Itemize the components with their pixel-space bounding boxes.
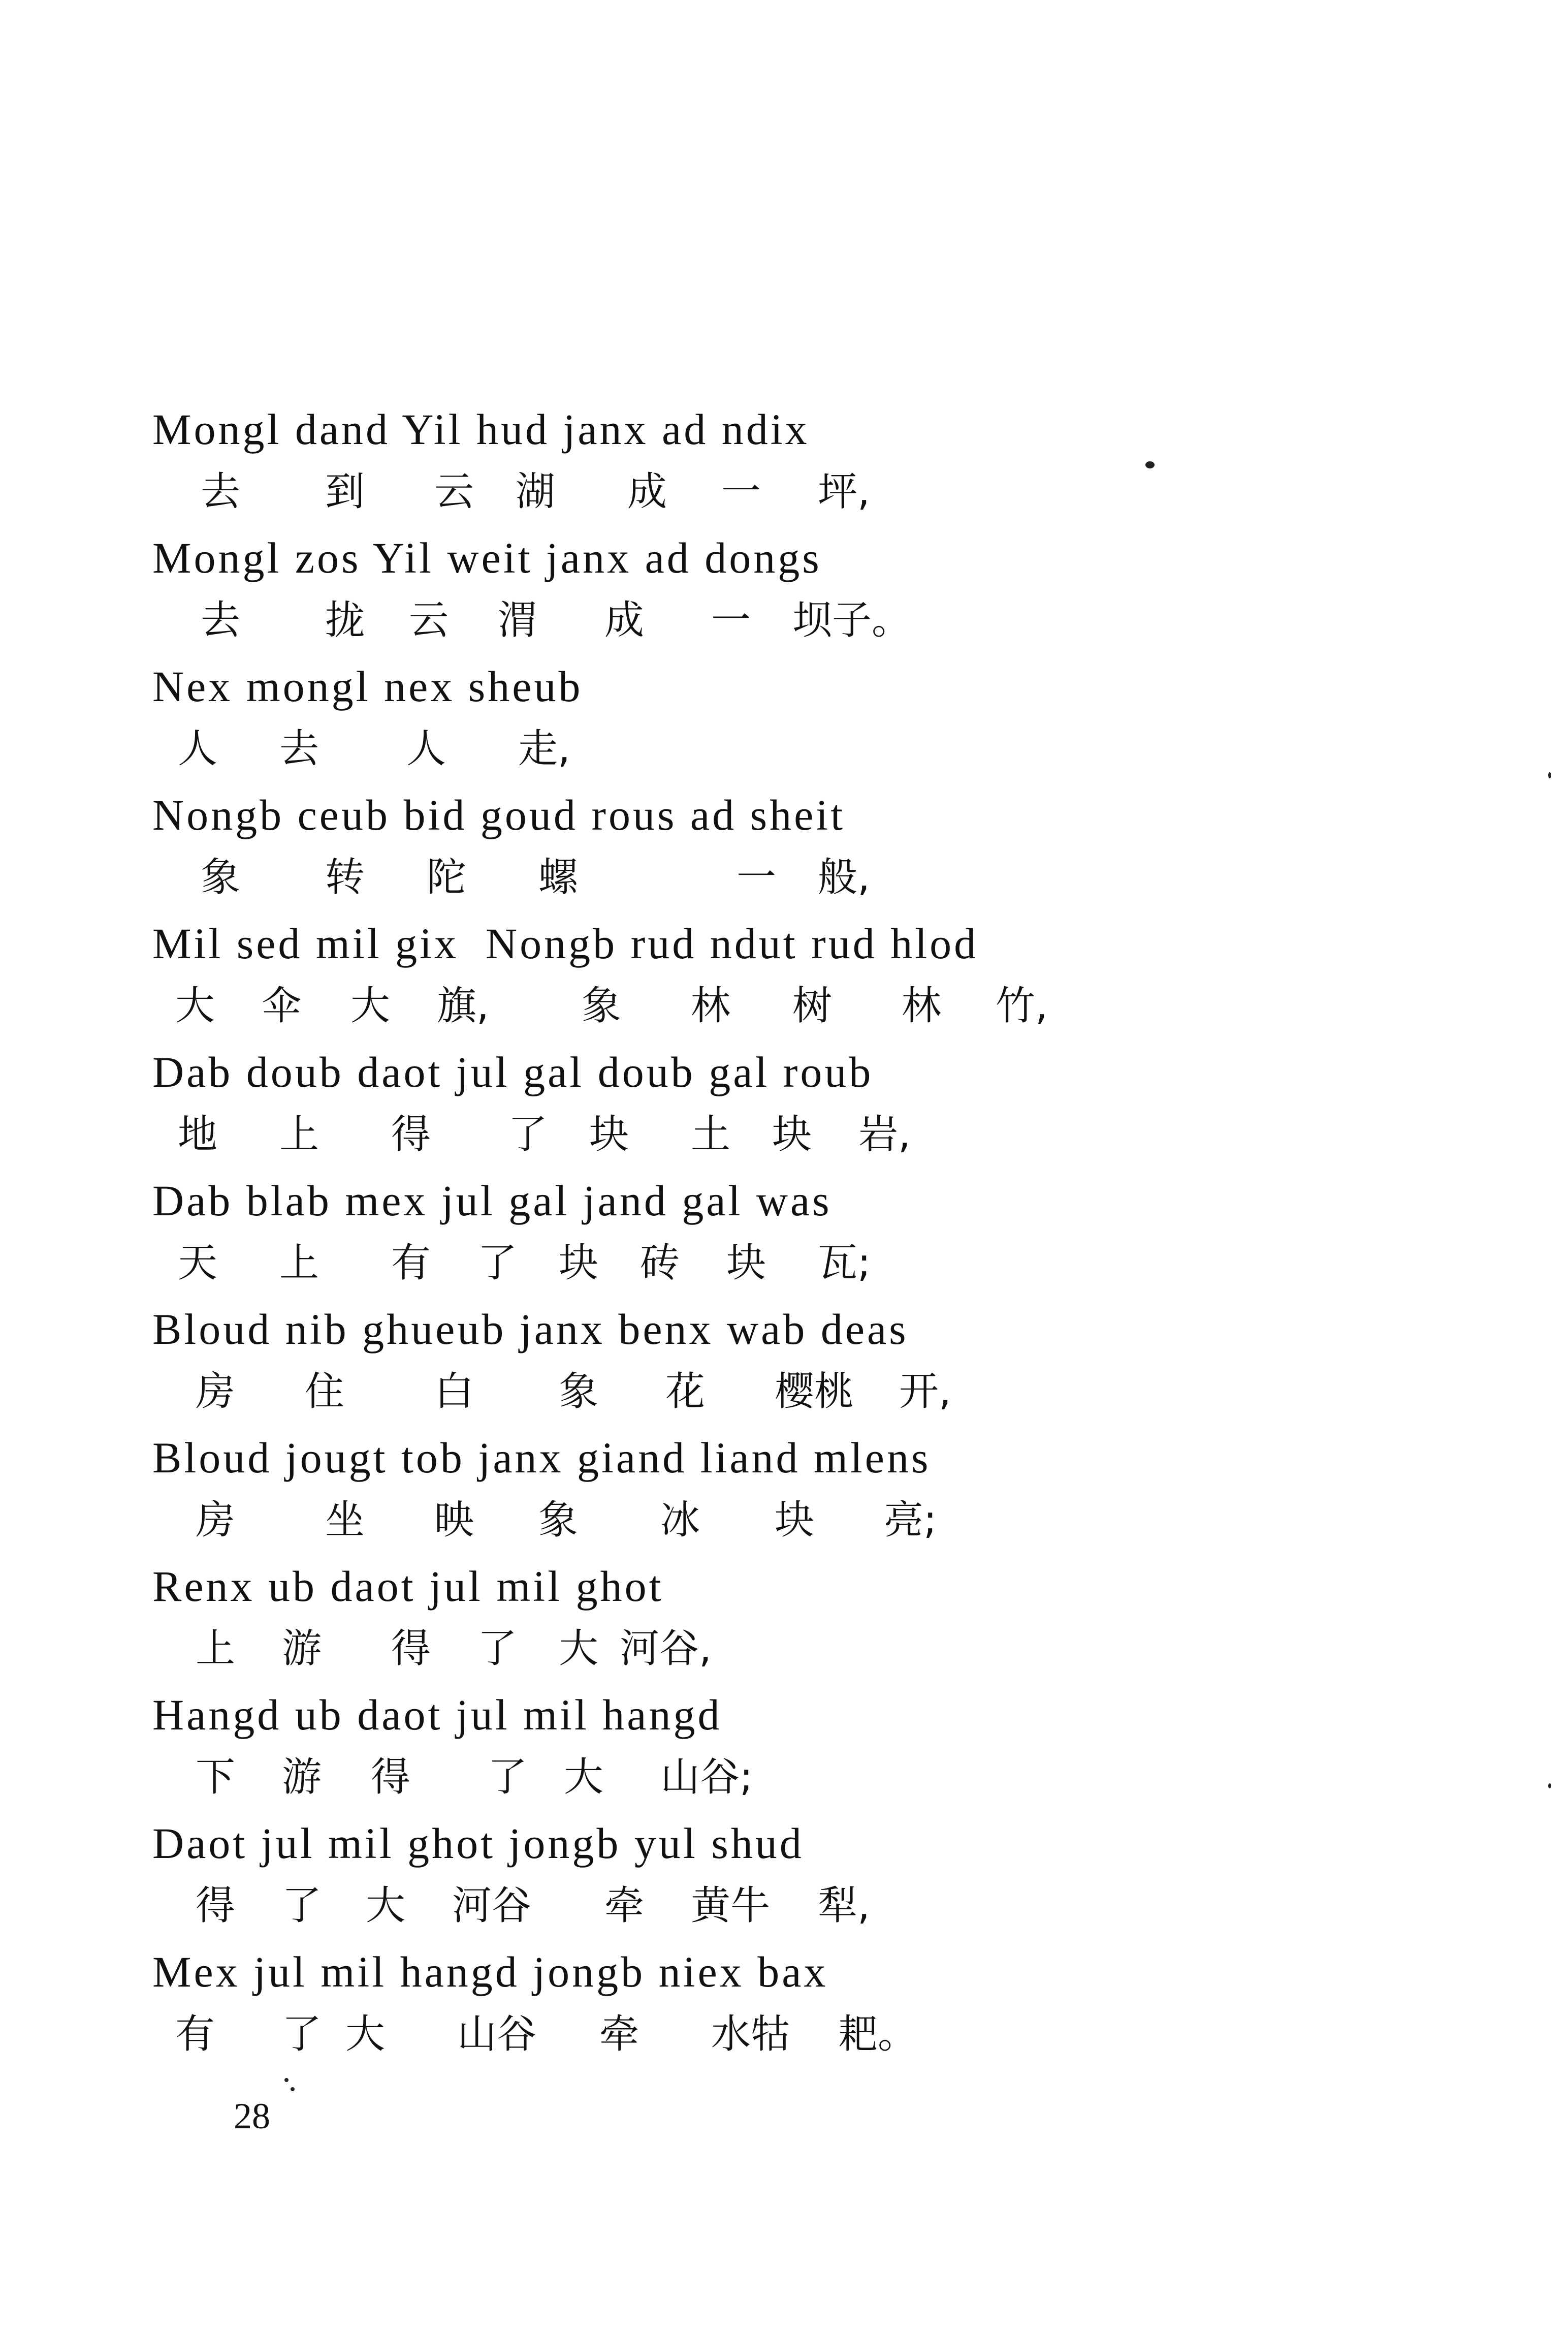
gloss-word: 了 [477,1240,518,1286]
gloss-word: 下 [196,1754,236,1800]
gloss-word: 大 [175,983,215,1029]
gloss-word: 砖 [640,1240,680,1286]
gloss-word: 般, [818,855,870,900]
chinese-gloss [152,1878,1321,1939]
page-number: 28 [234,2096,270,2136]
miao-text: Hangd ub daot jul mil hangd [152,1690,722,1739]
scan-speck [284,2078,289,2082]
gloss-word: 大 [564,1754,604,1800]
verse-line [152,916,1321,1044]
gloss-word: 得 [371,1754,411,1800]
gloss-word: 水牯 [711,2011,791,2057]
gloss-word: 瓦; [818,1240,871,1286]
gloss-word: 块 [772,1112,812,1157]
gloss-word: 有 [391,1240,431,1286]
gloss-word: 湖 [516,469,556,515]
gloss-word: 河谷, [620,1626,712,1672]
gloss-word: 上 [196,1626,236,1672]
gloss-word: 树 [792,983,833,1029]
verse-line [152,1301,1321,1430]
verse-line [152,1944,1321,2072]
gloss-word: 上 [279,1112,319,1157]
gloss-word: 块 [559,1240,599,1286]
gloss-word: 成 [627,469,667,515]
gloss-word: 住 [305,1369,345,1414]
gloss-word: 到 [325,469,365,515]
gloss-word: 去 [201,597,241,643]
gloss-word: 了 [508,1112,548,1157]
miao-text: Daot jul mil ghot jongb yul shud [152,1819,804,1868]
miao-text: Mil sed mil gix Nongb rud ndut rud hlod [152,919,979,968]
gloss-word: 牵 [599,2011,639,2057]
chinese-gloss [152,464,1321,525]
gloss-word: 岩, [858,1112,911,1157]
chinese-gloss [152,1492,1321,1553]
verse-line [152,1173,1321,1301]
gloss-word: 房 [196,1497,236,1543]
gloss-word: 人 [178,726,218,772]
gloss-word: 拢 [325,597,365,643]
gloss-word: 块 [726,1240,766,1286]
gloss-word: 陀 [427,855,467,900]
gloss-word: 坪, [818,469,870,515]
gloss-word: 成 [604,597,645,643]
chinese-gloss [152,978,1321,1039]
gloss-word: 去 [201,469,241,515]
gloss-word: 亮; [884,1497,937,1543]
gloss-word: 转 [325,855,365,900]
gloss-word: 坝子。 [792,597,912,643]
scan-speck [1548,772,1551,778]
gloss-word: 林 [902,983,942,1029]
miao-text: Dab blab mex jul gal jand gal was [152,1176,832,1225]
verse-line [152,1687,1321,1815]
gloss-word: 得 [391,1112,431,1157]
gloss-word: 河谷 [452,1883,532,1929]
gloss-word: 伞 [262,983,302,1029]
chinese-gloss [152,1235,1321,1296]
gloss-word: 云 [409,597,449,643]
gloss-word: 云 [434,469,474,515]
gloss-word: 一 [737,855,777,900]
gloss-word: 林 [691,983,731,1029]
gloss-word: 山谷; [660,1754,753,1800]
gloss-word: 了 [282,2011,322,2057]
miao-text: Nex mongl nex sheub [152,662,583,711]
gloss-word: 土 [691,1112,731,1157]
gloss-word: 山谷 [457,2011,537,2057]
gloss-word: 竹, [996,983,1048,1029]
chinese-gloss [152,1621,1321,1682]
scan-speck [291,2087,295,2091]
gloss-word: 人 [406,726,446,772]
miao-text: Nongb ceub bid goud rous ad sheit [152,791,846,839]
gloss-word: 块 [775,1497,815,1543]
gloss-word: 象 [538,1497,579,1543]
chinese-gloss [152,592,1321,653]
miao-text: Mongl zos Yil weit janx ad dongs [152,533,822,582]
verse-line [152,1430,1321,1558]
gloss-word: 花 [665,1369,706,1414]
gloss-word: 大 [559,1626,599,1672]
gloss-word: 樱桃 [775,1369,854,1414]
gloss-word: 象 [582,983,622,1029]
gloss-word: 犁, [818,1883,870,1929]
gloss-word: 一 [721,469,761,515]
miao-text: Bloud nib ghueub janx benx wab deas [152,1305,909,1353]
gloss-word: 牵 [604,1883,645,1929]
chinese-gloss [152,1364,1321,1425]
gloss-word: 坐 [325,1497,365,1543]
chinese-gloss [152,849,1321,910]
gloss-word: 象 [201,855,241,900]
gloss-word: 有 [175,2011,215,2057]
miao-text: Mex jul mil hangd jongb niex bax [152,1947,828,1996]
gloss-word: 大 [345,2011,386,2057]
bilingual-verse [152,401,1321,2072]
gloss-word: 开, [899,1369,951,1414]
gloss-word: 螺 [538,855,579,900]
gloss-word: 得 [391,1626,431,1672]
verse-line [152,787,1321,916]
gloss-word: 了 [282,1883,322,1929]
miao-text: Renx ub daot jul mil ghot [152,1562,664,1611]
gloss-word: 黄牛 [691,1883,771,1929]
gloss-word: 块 [589,1112,629,1157]
gloss-word: 游 [282,1626,322,1672]
gloss-word: 走, [518,726,570,772]
gloss-word: 去 [279,726,319,772]
verse-line [152,1044,1321,1173]
chinese-gloss [152,721,1321,782]
gloss-word: 天 [178,1240,218,1286]
verse-line [152,530,1321,658]
gloss-word: 冰 [660,1497,700,1543]
gloss-word: 游 [282,1754,322,1800]
gloss-word: 映 [434,1497,474,1543]
gloss-word: 了 [477,1626,518,1672]
verse-line [152,658,1321,787]
gloss-word: 白 [434,1369,474,1414]
gloss-word: 地 [178,1112,218,1157]
gloss-word: 渭 [498,597,538,643]
chinese-gloss [152,1749,1321,1810]
gloss-word: 大 [366,1883,406,1929]
scan-speck [1548,1783,1551,1788]
gloss-word: 象 [559,1369,599,1414]
miao-text: Bloud jougt tob janx giand liand mlens [152,1433,931,1482]
verse-line [152,1815,1321,1944]
verse-line [152,1558,1321,1687]
scan-speck [1145,461,1155,468]
chinese-gloss [152,2006,1321,2067]
gloss-word: 房 [196,1369,236,1414]
miao-text: Mongl dand Yil hud janx ad ndix [152,405,810,454]
gloss-word: 一 [711,597,751,643]
gloss-word: 了 [488,1754,528,1800]
gloss-word: 旗, [437,983,489,1029]
gloss-word: 上 [279,1240,319,1286]
gloss-word: 大 [350,983,391,1029]
miao-text: Dab doub daot jul gal doub gal roub [152,1048,874,1096]
gloss-word: 耙。 [838,2011,918,2057]
chinese-gloss [152,1107,1321,1168]
gloss-word: 得 [196,1883,236,1929]
